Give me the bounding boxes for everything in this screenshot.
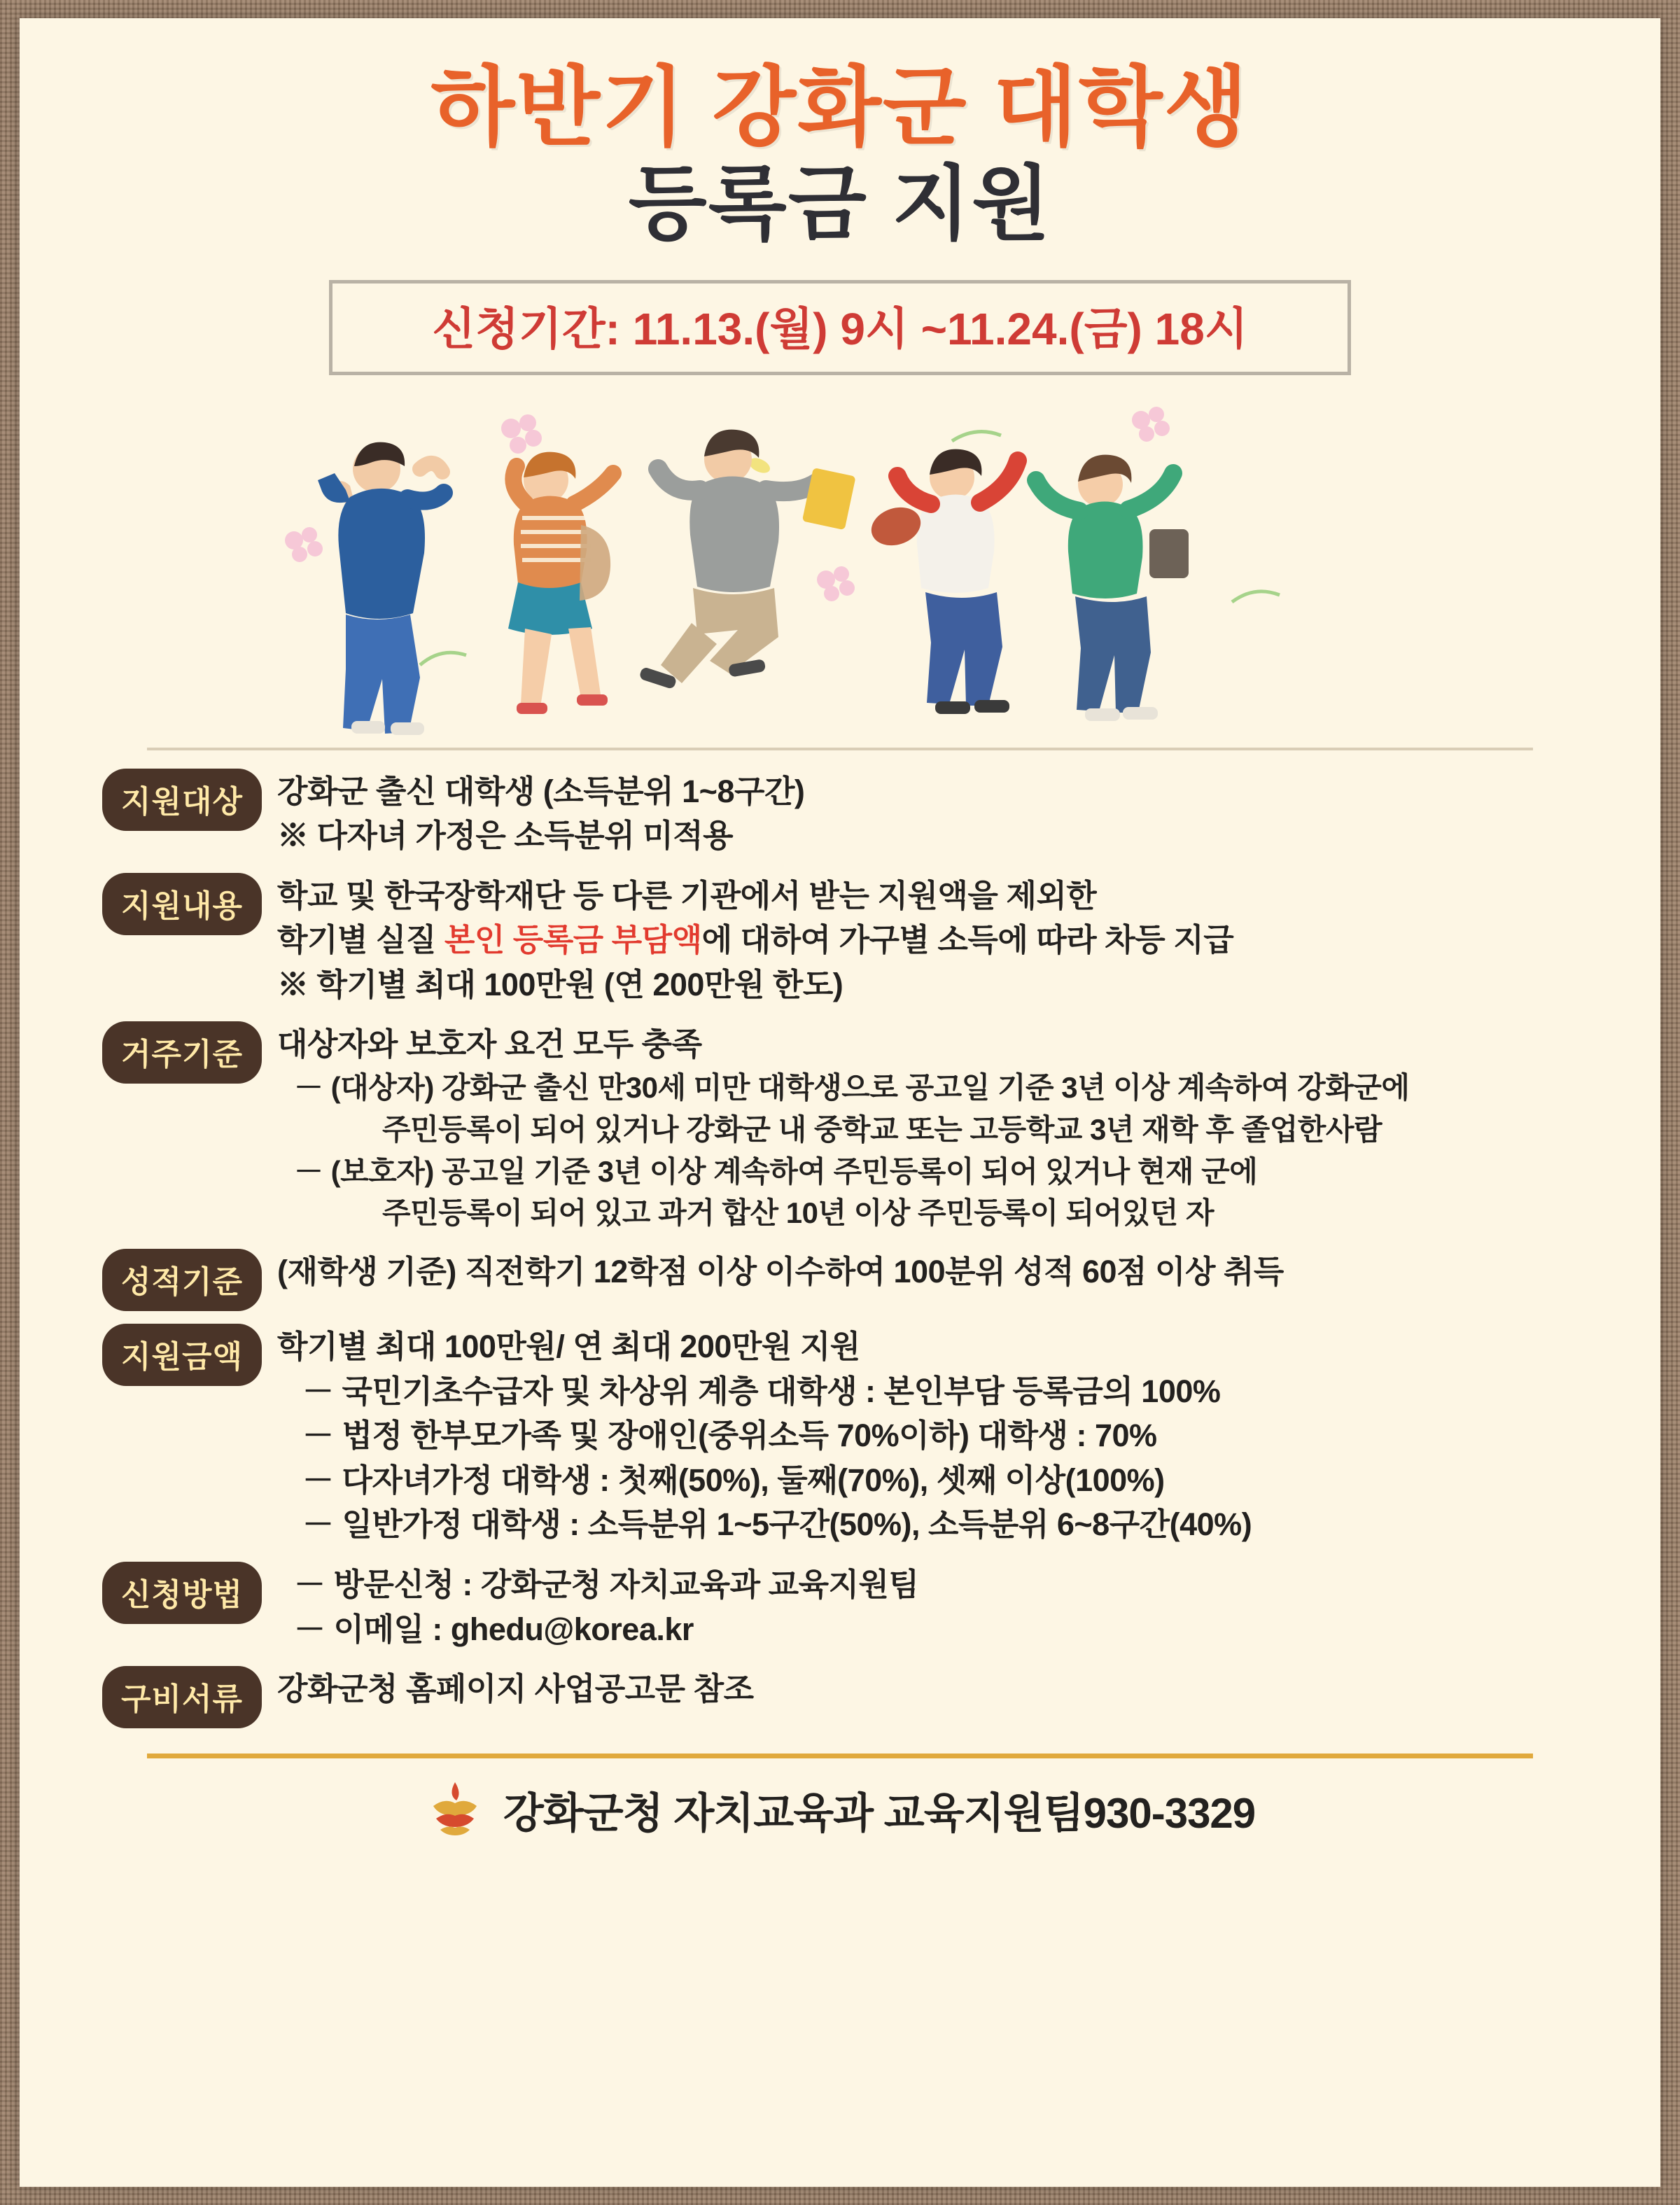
section-required-documents — [20, 1666, 1660, 1728]
support-target-line-1: 강화군 출신 대학생 (소득분위 1~8구간) — [277, 773, 805, 809]
support-amount-line-3: － 다자녀가정 대학생 : 첫째(50%), 둘째(70%), 셋째 이상(100%) — [302, 1462, 1165, 1498]
residency-line-2: 주민등록이 되어 있거나 강화군 내 중학교 또는 고등학교 3년 재학 후 졸업한사람 — [382, 1112, 1382, 1146]
support-content-line-2 — [277, 920, 1660, 960]
section-tag-support-target: 지원대상 — [102, 769, 262, 831]
section-body-application-method — [277, 1562, 1660, 1653]
application-method-line-1: － 방문신청 : 강화군청 자치교육과 교육지원팀 — [294, 1567, 919, 1603]
ganghwa-county-emblem-icon — [425, 1778, 485, 1842]
section-grade-criteria — [20, 1249, 1660, 1311]
residency-line-4: 주민등록이 되어 있고 과거 합산 10년 이상 주민등록이 되어있던 자 — [382, 1196, 1214, 1230]
section-body-support-target — [277, 769, 1660, 860]
application-period-text: 신청기간: 11.13.(월) 9시 ~11.24.(금) 18시 — [432, 303, 1248, 354]
student-figure-5 — [1036, 454, 1189, 720]
section-residency-criteria — [20, 1021, 1660, 1236]
student-figure-2 — [508, 451, 613, 713]
support-amount-line-1: － 국민기초수급자 및 차상위 계층 대학생 : 본인부담 등록금의 100% — [302, 1373, 1221, 1409]
section-tag-grade-criteria: 성적기준 — [102, 1249, 262, 1311]
section-support-target — [20, 769, 1660, 860]
support-content-line-2-suffix: 에 대하여 가구별 소득에 따라 차등 지급 — [701, 922, 1234, 958]
section-support-content — [20, 873, 1660, 1009]
section-body-required-documents — [277, 1666, 1660, 1714]
application-method-email[interactable]: － 이메일 : ghedu@korea.kr — [294, 1611, 694, 1647]
support-content-line-2-prefix: 학기별 실질 — [277, 922, 444, 958]
support-amount-line-4: － 일반가정 대학생 : 소득분위 1~5구간(50%), 소득분위 6~8구간(40%) — [302, 1506, 1252, 1543]
footer-divider — [147, 1754, 1533, 1758]
support-content-highlight: 본인 등록금 부담액 — [444, 922, 702, 958]
grade-criteria-line-1: (재학생 기준) 직전학기 12학점 이상 이수하여 100분위 성적 60점 이상 취득 — [277, 1254, 1284, 1290]
section-tag-support-content: 지원내용 — [102, 873, 262, 935]
footer-contact-text: 강화군청 자치교육과 교육지원팀930-3329 — [503, 1789, 1256, 1837]
poster-page — [20, 18, 1660, 2187]
support-target-line-2: ※ 다자녀 가정은 소득분위 미적용 — [277, 818, 734, 854]
section-body-support-amount — [277, 1324, 1660, 1549]
students-illustration — [20, 392, 1660, 742]
residency-line-1: － (대상자) 강화군 출신 만30세 미만 대학생으로 공고일 기준 3년 이상 계속하여 강화군에 — [294, 1071, 1410, 1105]
footer — [20, 1778, 1660, 1842]
section-tag-required-documents: 구비서류 — [102, 1666, 262, 1728]
section-tag-residency-criteria: 거주기준 — [102, 1021, 262, 1084]
application-period-box — [329, 280, 1351, 375]
section-tag-application-method: 신청방법 — [102, 1562, 262, 1624]
student-figure-1 — [318, 442, 444, 734]
required-documents-line-1: 강화군청 홈페이지 사업공고문 참조 — [277, 1671, 754, 1707]
residency-line-3: － (보호자) 공고일 기준 3년 이상 계속하여 주민등록이 되어 있거나 현재 군에 — [294, 1154, 1258, 1188]
residency-heading: 대상자와 보호자 요건 모두 충족 — [277, 1026, 702, 1063]
page-title-line-1: 하반기 강화군 대학생 — [430, 59, 1250, 156]
section-application-method — [20, 1562, 1660, 1653]
section-body-residency-criteria — [277, 1021, 1660, 1236]
student-figure-3 — [638, 429, 855, 690]
page-title-line-2: 등록금 지원 — [628, 158, 1052, 249]
section-tag-support-amount: 지원금액 — [102, 1324, 262, 1386]
section-body-support-content — [277, 873, 1660, 1009]
section-support-amount — [20, 1324, 1660, 1549]
student-figure-4 — [867, 449, 1018, 713]
poster-content — [20, 750, 1660, 1729]
support-content-line-3: ※ 학기별 최대 100만원 (연 200만원 한도) — [277, 966, 844, 1002]
support-amount-heading: 학기별 최대 100만원/ 연 최대 200만원 지원 — [277, 1329, 860, 1365]
support-content-line-1: 학교 및 한국장학재단 등 다른 기관에서 받는 지원액을 제외한 — [277, 877, 1097, 913]
section-body-grade-criteria — [277, 1249, 1660, 1296]
poster-title-block — [20, 18, 1660, 249]
support-amount-line-2: － 법정 한부모가족 및 장애인(중위소득 70%이하) 대학생 : 70% — [302, 1418, 1157, 1454]
